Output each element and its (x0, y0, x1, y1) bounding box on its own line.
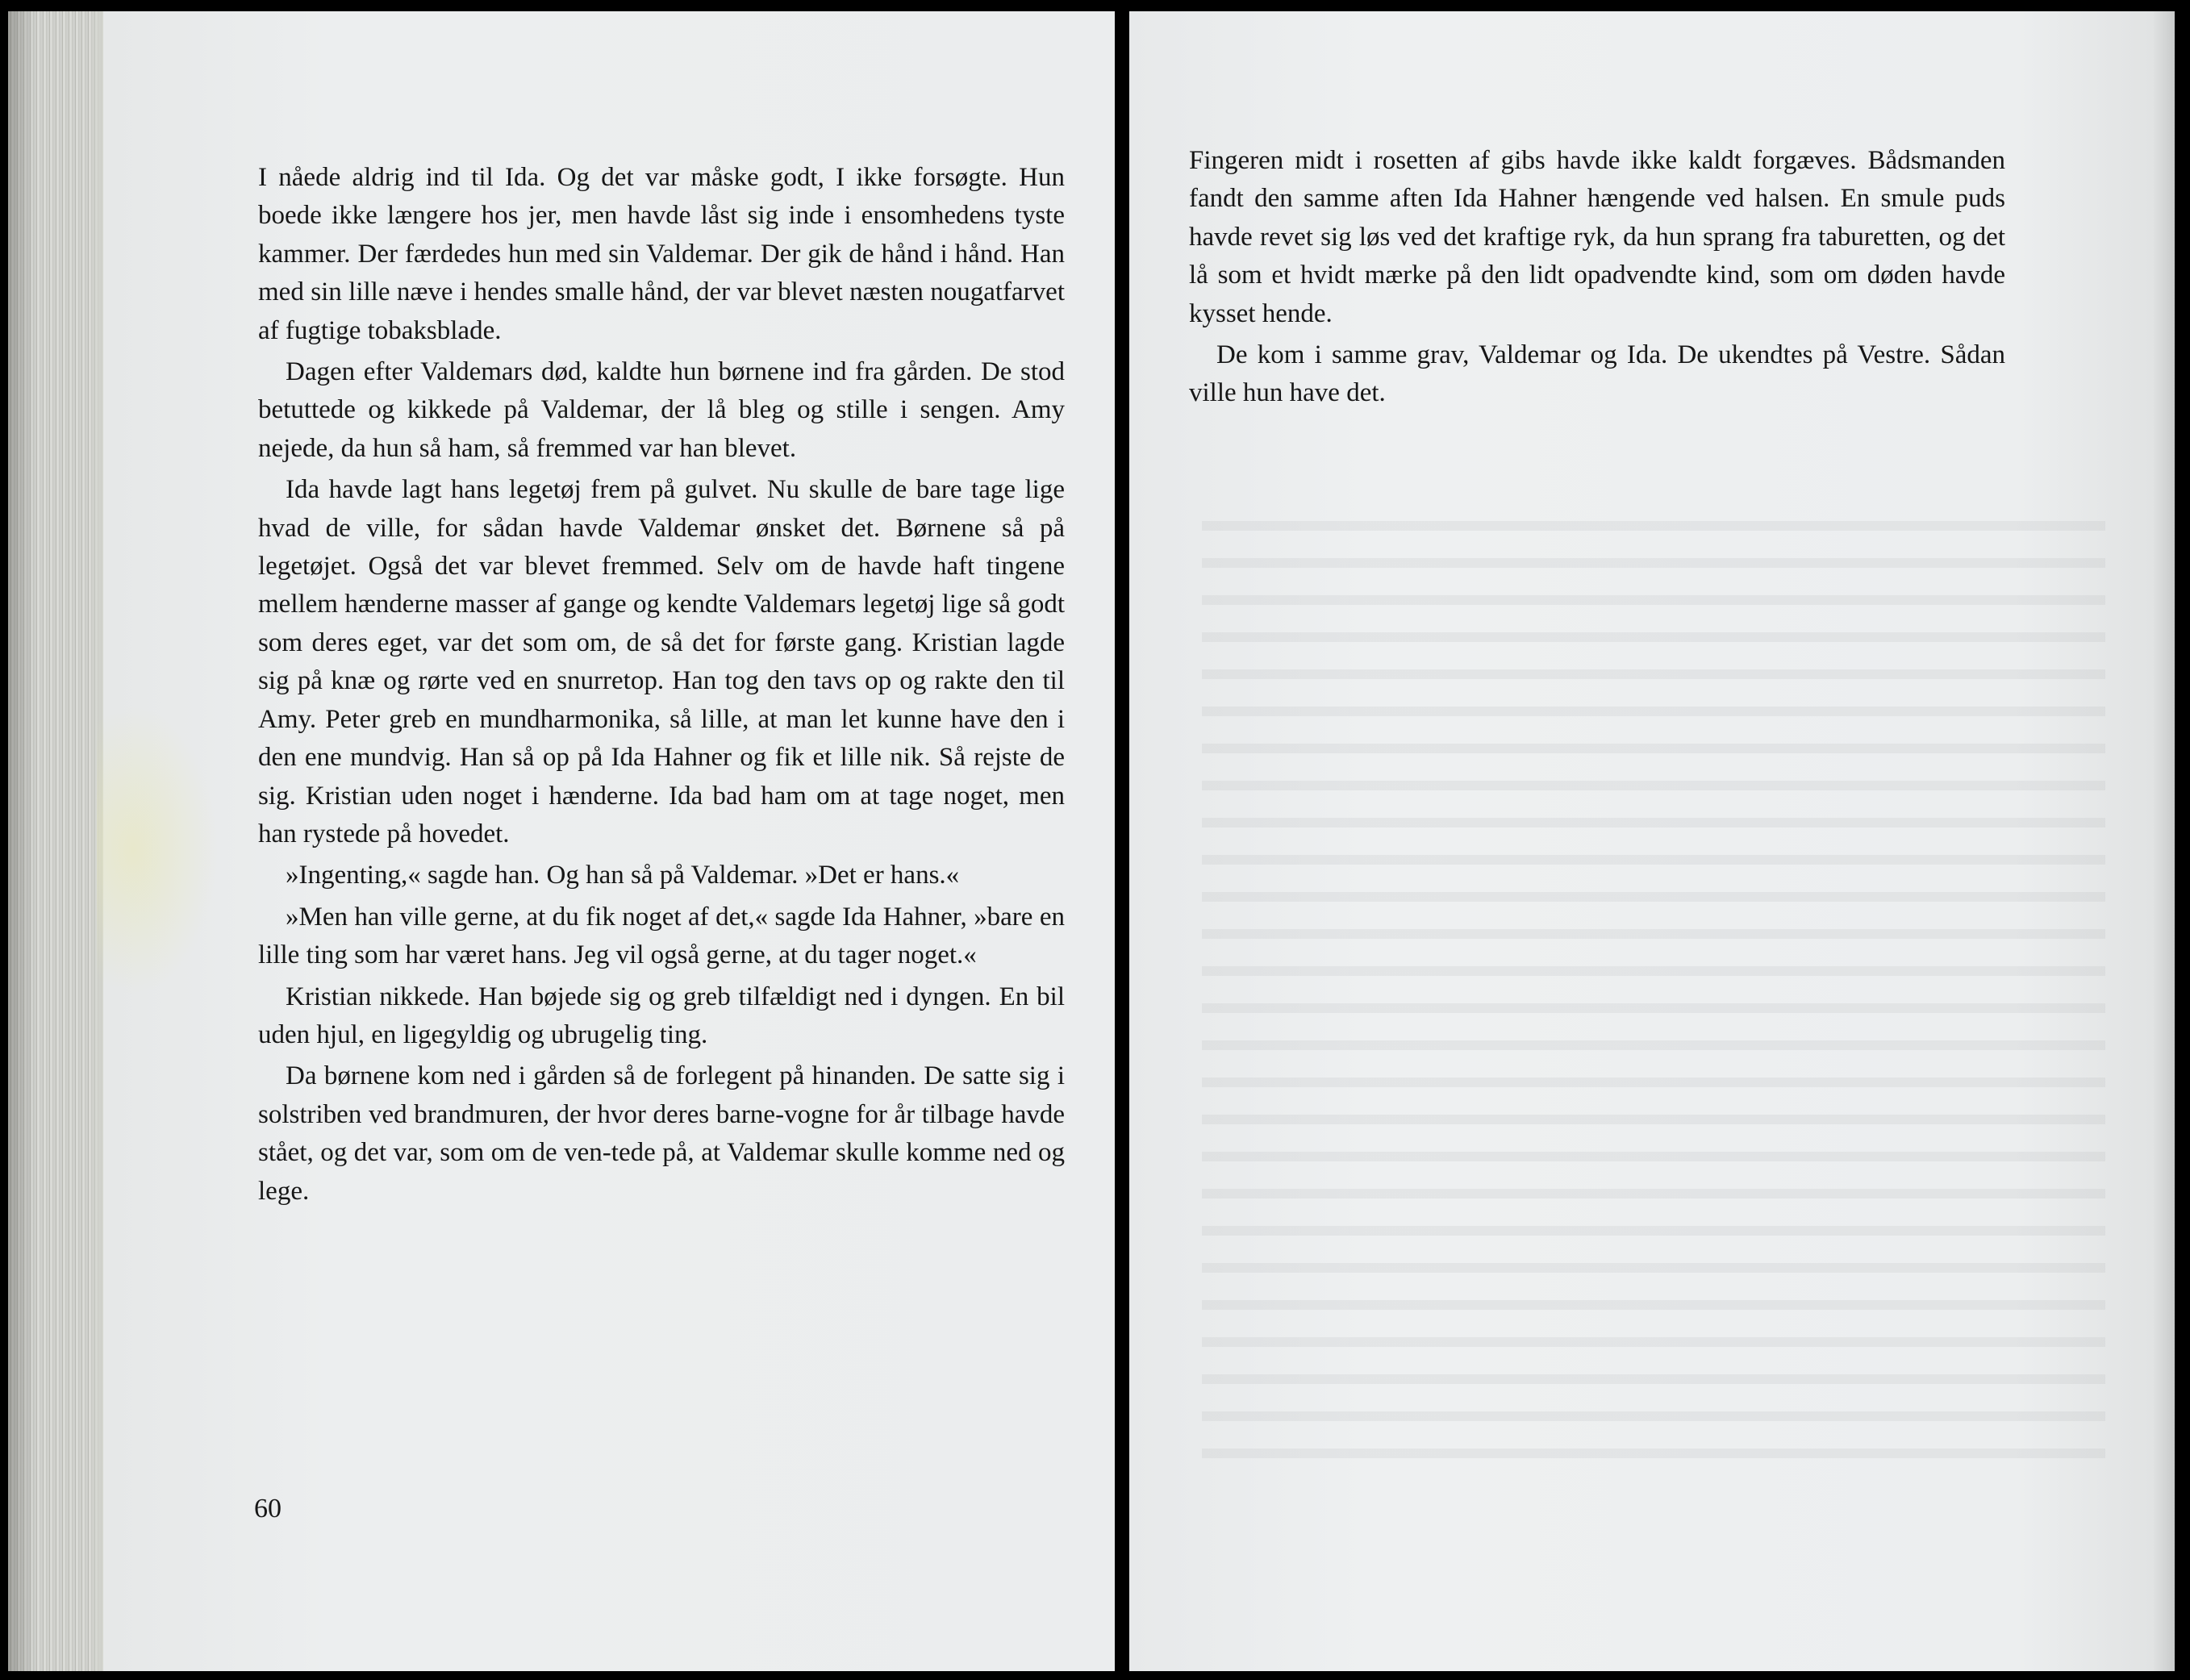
page-number: 60 (254, 1494, 282, 1524)
paper-stain (97, 705, 218, 995)
paragraph: Dagen efter Valdemars død, kaldte hun børnene ind fra gården. De stod betuttede og kikkede på Valdemar, der lå bleg og stille i sengen. Amy nejede, da hun så ham, så fremmed var han blevet. (258, 357, 1065, 463)
bleed-through-text (1202, 503, 2105, 1471)
paragraph: I nåede aldrig ind til Ida. Og det var måske godt, I ikke forsøgte. Hun boede ikke længere hos jer, men havde låst sig inde i ensomhedens tyste kammer. Der færdedes hun med sin Valdemar. Der gik de hånd i hånd. Han med sin lille næve i hendes smalle hånd, der var blevet næsten nougatfarvet af fugtige tobaksblade. (258, 163, 1065, 345)
paragraph: De kom i samme grav, Valdemar og Ida. De ukendtes på Vestre. Sådan ville hun have det. (1189, 340, 2005, 408)
paragraph: Ida havde lagt hans legetøj frem på gulvet. Nu skulle de bare tage lige hvad de ville, for sådan havde Valdemar ønsket det. Børnene så på legetøjet. Også det var blevet fremmed. Selv om de havde haft tingene mellem hænderne masser af gange og kendte Valdemars legetøj lige så godt som deres eget, var det som om, de så det for første gang. Kristian lagde sig på knæ og rørte ved en snurretop. Han tog den tavs op og rakte den til Amy. Peter greb en mundharmonika, så lille, at man let kunne have den i den ene mundvig. Han så op på Ida Hahner og fik et lille nik. Så rejste de sig. Kristian uden noget i hænderne. Ida bad ham om at tage noget, men han rystede på hovedet. (258, 475, 1065, 848)
paragraph: »Men han ville gerne, at du fik noget af det,« sagde Ida Hahner, »bare en lille ting som har været hans. Jeg vil også gerne, at du tager noget.« (258, 902, 1065, 970)
page-edge-right (2154, 11, 2175, 1671)
right-text-block (1189, 142, 2005, 416)
left-page (8, 11, 1115, 1671)
left-text-block (258, 159, 1065, 1214)
right-page (1129, 11, 2175, 1671)
paragraph: Kristian nikkede. Han bøjede sig og greb tilfældigt ned i dyngen. En bil uden hjul, en ligegyldig og ubrugelig ting. (258, 982, 1065, 1049)
paragraph: Fingeren midt i rosetten af gibs havde ikke kaldt forgæves. Bådsmanden fandt den samme aften Ida Hahner hængende ved halsen. En smule puds havde revet sig løs ved det kraftige ryk, da hun sprang fra taburetten, og det lå som et hvidt mærke på den lidt opadvendte kind, som om døden havde kysset hende. (1189, 146, 2005, 328)
paragraph: »Ingenting,« sagde han. Og han så på Valdemar. »Det er hans.« (286, 861, 960, 890)
page-edges (8, 11, 103, 1671)
paragraph: Da børnene kom ned i gården så de forlegent på hinanden. De satte sig i solstriben ved brandmuren, der hvor deres barne-vogne for år tilbage havde stået, og det var, som om de ven-tede på, at Valdemar skulle komme ned og lege. (258, 1061, 1065, 1206)
